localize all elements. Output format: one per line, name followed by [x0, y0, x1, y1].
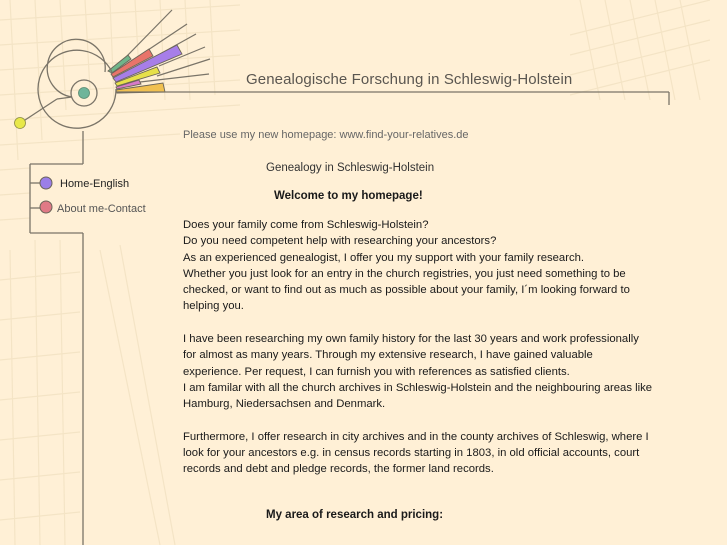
- text-line: I have been researching my own family history for the last 30 years and work professionally for almost as many years. Through my extensive research, I have gained valuable experience. Per request, I can furnish you with references as satisfied clients.: [183, 333, 639, 378]
- welcome-heading: Welcome to my homepage!: [274, 190, 423, 202]
- nav-dot-home-icon: [38, 175, 54, 191]
- paragraph-archives: [183, 429, 653, 478]
- nav-item-about-contact[interactable]: About me-Contact: [57, 203, 146, 215]
- site-title: Genealogische Forschung in Schleswig-Holstein: [246, 71, 573, 88]
- page-subtitle: Genealogy in Schleswig-Holstein: [266, 162, 435, 174]
- new-homepage-notice[interactable]: Please use my new homepage: www.find-your-relatives.de: [183, 129, 469, 141]
- intro-text: [183, 217, 653, 494]
- text-line: I am familar with all the church archives in Schleswig-Holstein and the neighbouring areas like Hamburg, Niedersachsen and Denmark.: [183, 381, 653, 411]
- paragraph-intro: [183, 217, 653, 315]
- text-line: As an experienced genealogist, I offer you my support with your family research.: [183, 251, 585, 264]
- text-line: Whether you just look for an entry in the church registries, you just need something to be checked, or want to find out as much as possible about your family, I´m looking forward to helping you.: [183, 267, 630, 313]
- text-line: Does your family come from Schleswig-Holstein?: [183, 219, 429, 231]
- research-pricing-heading: My area of research and pricing:: [266, 509, 444, 521]
- paragraph-experience: [183, 331, 653, 412]
- nav-item-home-english[interactable]: Home-English: [60, 178, 130, 190]
- text-line: Do you need competent help with researching your ancestors?: [183, 235, 497, 248]
- nav-dot-about-icon: [38, 199, 54, 215]
- text-line: Furthermore, I offer research in city archives and in the county archives of Schleswig, where I look for your ancestors e.g. in census records starting in 1803, in old official accounts, court records and debt and pledge records, the former land records.: [183, 430, 649, 476]
